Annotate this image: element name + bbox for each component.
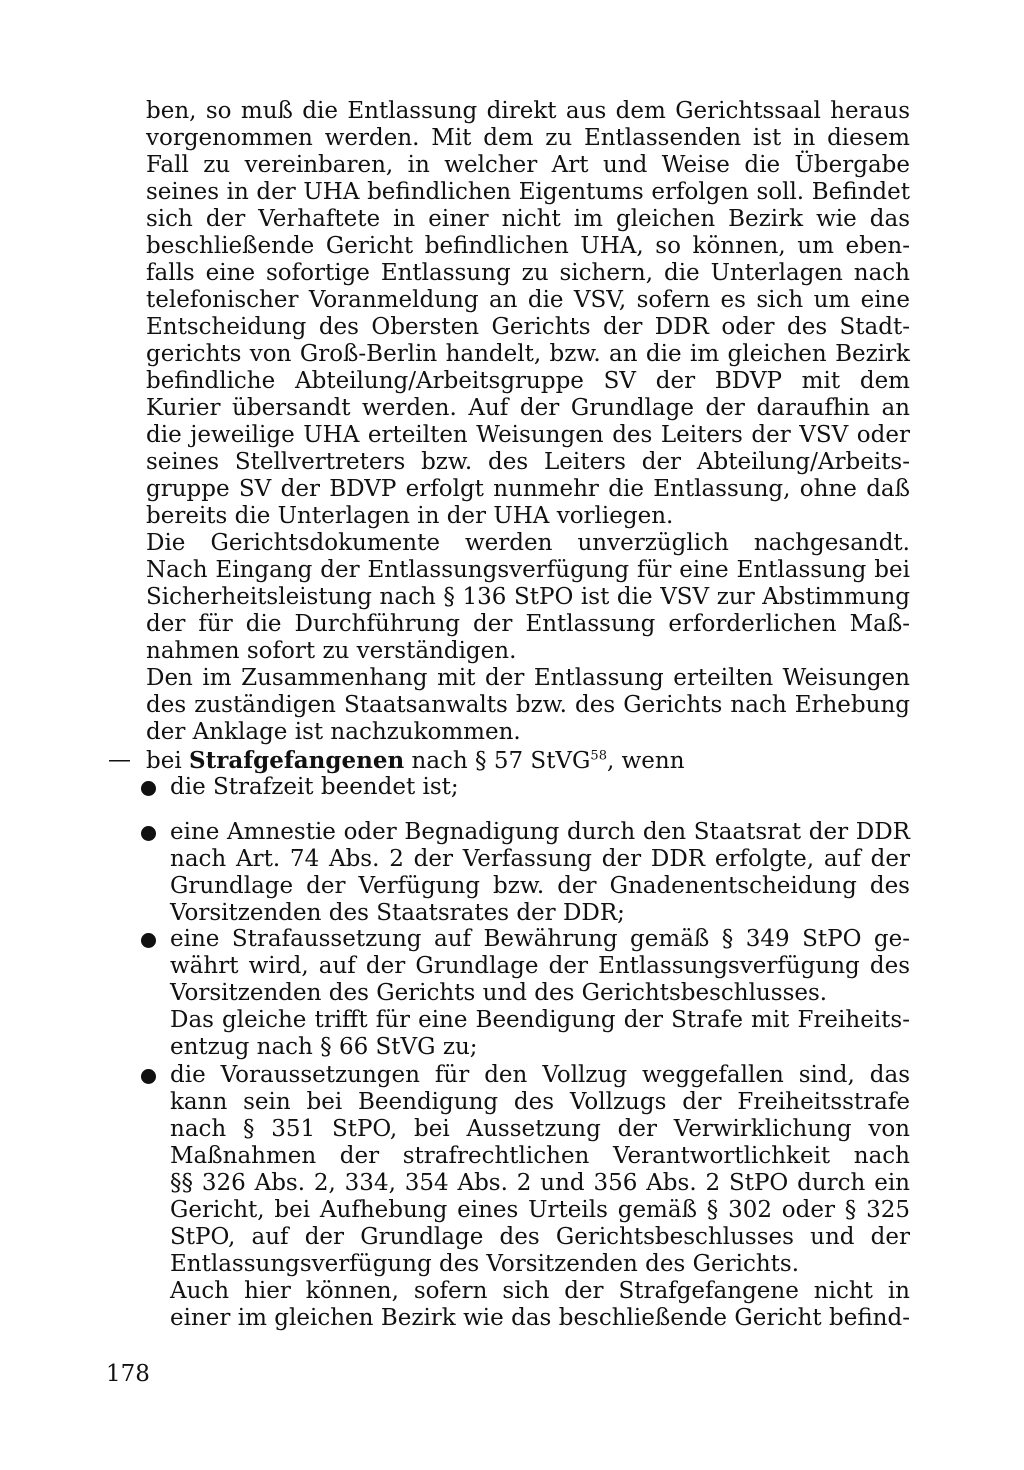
text-line: Den im Zusammenhang mit der Entlassung erteilten Weisungen [146,665,910,691]
footnote-marker: 58 [590,748,607,764]
text-line: ben, so muß die Entlassung direkt aus dem Gerichtssaal heraus [146,98,910,124]
text-line: der für die Durchführung der Entlassung erforderlichen Maß- [146,611,910,637]
text-line: gerichts von Groß-Berlin handelt, bzw. an die im gleichen Bezirk [146,341,910,367]
bullet-text-line: Das gleiche trifft für eine Beendigung der Strafe mit Freiheits- [170,1007,910,1033]
text-line: Die Gerichtsdokumente werden unverzüglich nachgesandt. [146,530,910,556]
text-line: der Anklage ist nachzukommen. [146,719,521,745]
bullet-text-line: währt wird, auf der Grundlage der Entlassungsverfügung des [170,953,910,979]
bullet-text-line: §§ 326 Abs. 2, 334, 354 Abs. 2 und 356 Abs. 2 StPO durch ein [170,1170,910,1196]
bullet-text-line: Entlassungsverfügung des Vorsitzenden des Gerichts. [170,1251,800,1277]
text-line: falls eine sofortige Entlassung zu sichern, die Unterlagen nach [146,260,910,286]
bullet-text-line: eine Strafaussetzung auf Bewährung gemäß § 349 StPO ge- [170,926,910,952]
bullet-text-line: Vorsitzenden des Staatsrates der DDR; [170,900,625,926]
text-line: beschließende Gericht befindlichen UHA, so können, um eben- [146,233,910,259]
text-line: vorgenommen werden. Mit dem zu Entlassenden ist in diesem [146,125,910,151]
bullet-text-line: Gericht, bei Aufhebung eines Urteils gemäß § 302 oder § 325 [170,1197,910,1223]
bullet-text-line: Auch hier können, sofern sich der Strafgefangene nicht in [170,1278,910,1304]
bullet-icon [141,1069,156,1084]
bullet-text-line: entzug nach § 66 StVG zu; [170,1034,478,1060]
dash-marker: — [108,747,131,773]
text-line: Sicherheitsleistung nach § 136 StPO ist die VSV zur Abstimmung [146,584,910,610]
text-line: die jeweilige UHA erteilten Weisungen des Leiters der VSV oder [146,422,910,448]
bullet-text-line: eine Amnestie oder Begnadigung durch den Staatsrat der DDR [170,819,910,845]
bullet-icon [141,781,156,796]
page-number: 178 [106,1361,150,1387]
bullet-text-line: Grundlage der Verfügung bzw. der Gnadenentscheidung des [170,873,910,899]
bullet-text-line: nach Art. 74 Abs. 2 der Verfassung der DDR erfolgte, auf der [170,846,910,872]
dash-item-suffix: , wenn [606,748,685,774]
bullet-text-line: die Voraussetzungen für den Vollzug weggefallen sind, das [170,1062,910,1088]
text-line: Kurier übersandt werden. Auf der Grundlage der daraufhin an [146,395,910,421]
text-line: des zuständigen Staatsanwalts bzw. des Gerichts nach Erhebung [146,692,910,718]
bullet-text-line: einer im gleichen Bezirk wie das beschließende Gericht befind- [170,1305,910,1331]
text-line: nahmen sofort zu verständigen. [146,638,517,664]
text-line: sich der Verhaftete in einer nicht im gleichen Bezirk wie das [146,206,910,232]
bullet-text-line: StPO, auf der Grundlage des Gerichtsbeschlusses und der [170,1224,910,1250]
bullet-icon [141,933,156,948]
bullet-text-line: nach § 351 StPO, bei Aussetzung der Verwirklichung von [170,1116,910,1142]
text-line: Entscheidung des Obersten Gerichts der DDR oder des Stadt- [146,314,910,340]
text-line: gruppe SV der BDVP erfolgt nunmehr die Entlassung, ohne daß [146,476,910,502]
bullet-text-line: Maßnahmen der strafrechtlichen Verantwortlichkeit nach [170,1143,910,1169]
text-line: seines Stellvertreters bzw. des Leiters der Abteilung/Arbeits- [146,449,910,475]
bullet-icon [141,826,156,841]
bullet-text-line: kann sein bei Beendigung des Vollzugs der Freiheitsstrafe [170,1089,910,1115]
dash-item-line [146,747,685,775]
text-line: befindliche Abteilung/Arbeitsgruppe SV der BDVP mit dem [146,368,910,394]
bullet-text-line: Vorsitzenden des Gerichts und des Gerichtsbeschlusses. [170,980,828,1006]
text-line: bereits die Unterlagen in der UHA vorliegen. [146,503,674,529]
bullet-text-line: die Strafzeit beendet ist; [170,774,459,800]
text-line: Nach Eingang der Entlassungsverfügung für eine Entlassung bei [146,557,910,583]
text-line: telefonischer Voranmeldung an die VSV, sofern es sich um eine [146,287,910,313]
text-line: Fall zu vereinbaren, in welcher Art und Weise die Übergabe [146,152,910,178]
dash-item-bold-term: Strafgefangenen [189,747,405,774]
text-line: seines in der UHA befindlichen Eigentums erfolgen soll. Befindet [146,179,910,205]
dash-item-prefix: bei [146,748,190,774]
dash-item-middle: nach § 57 StVG [404,748,591,774]
